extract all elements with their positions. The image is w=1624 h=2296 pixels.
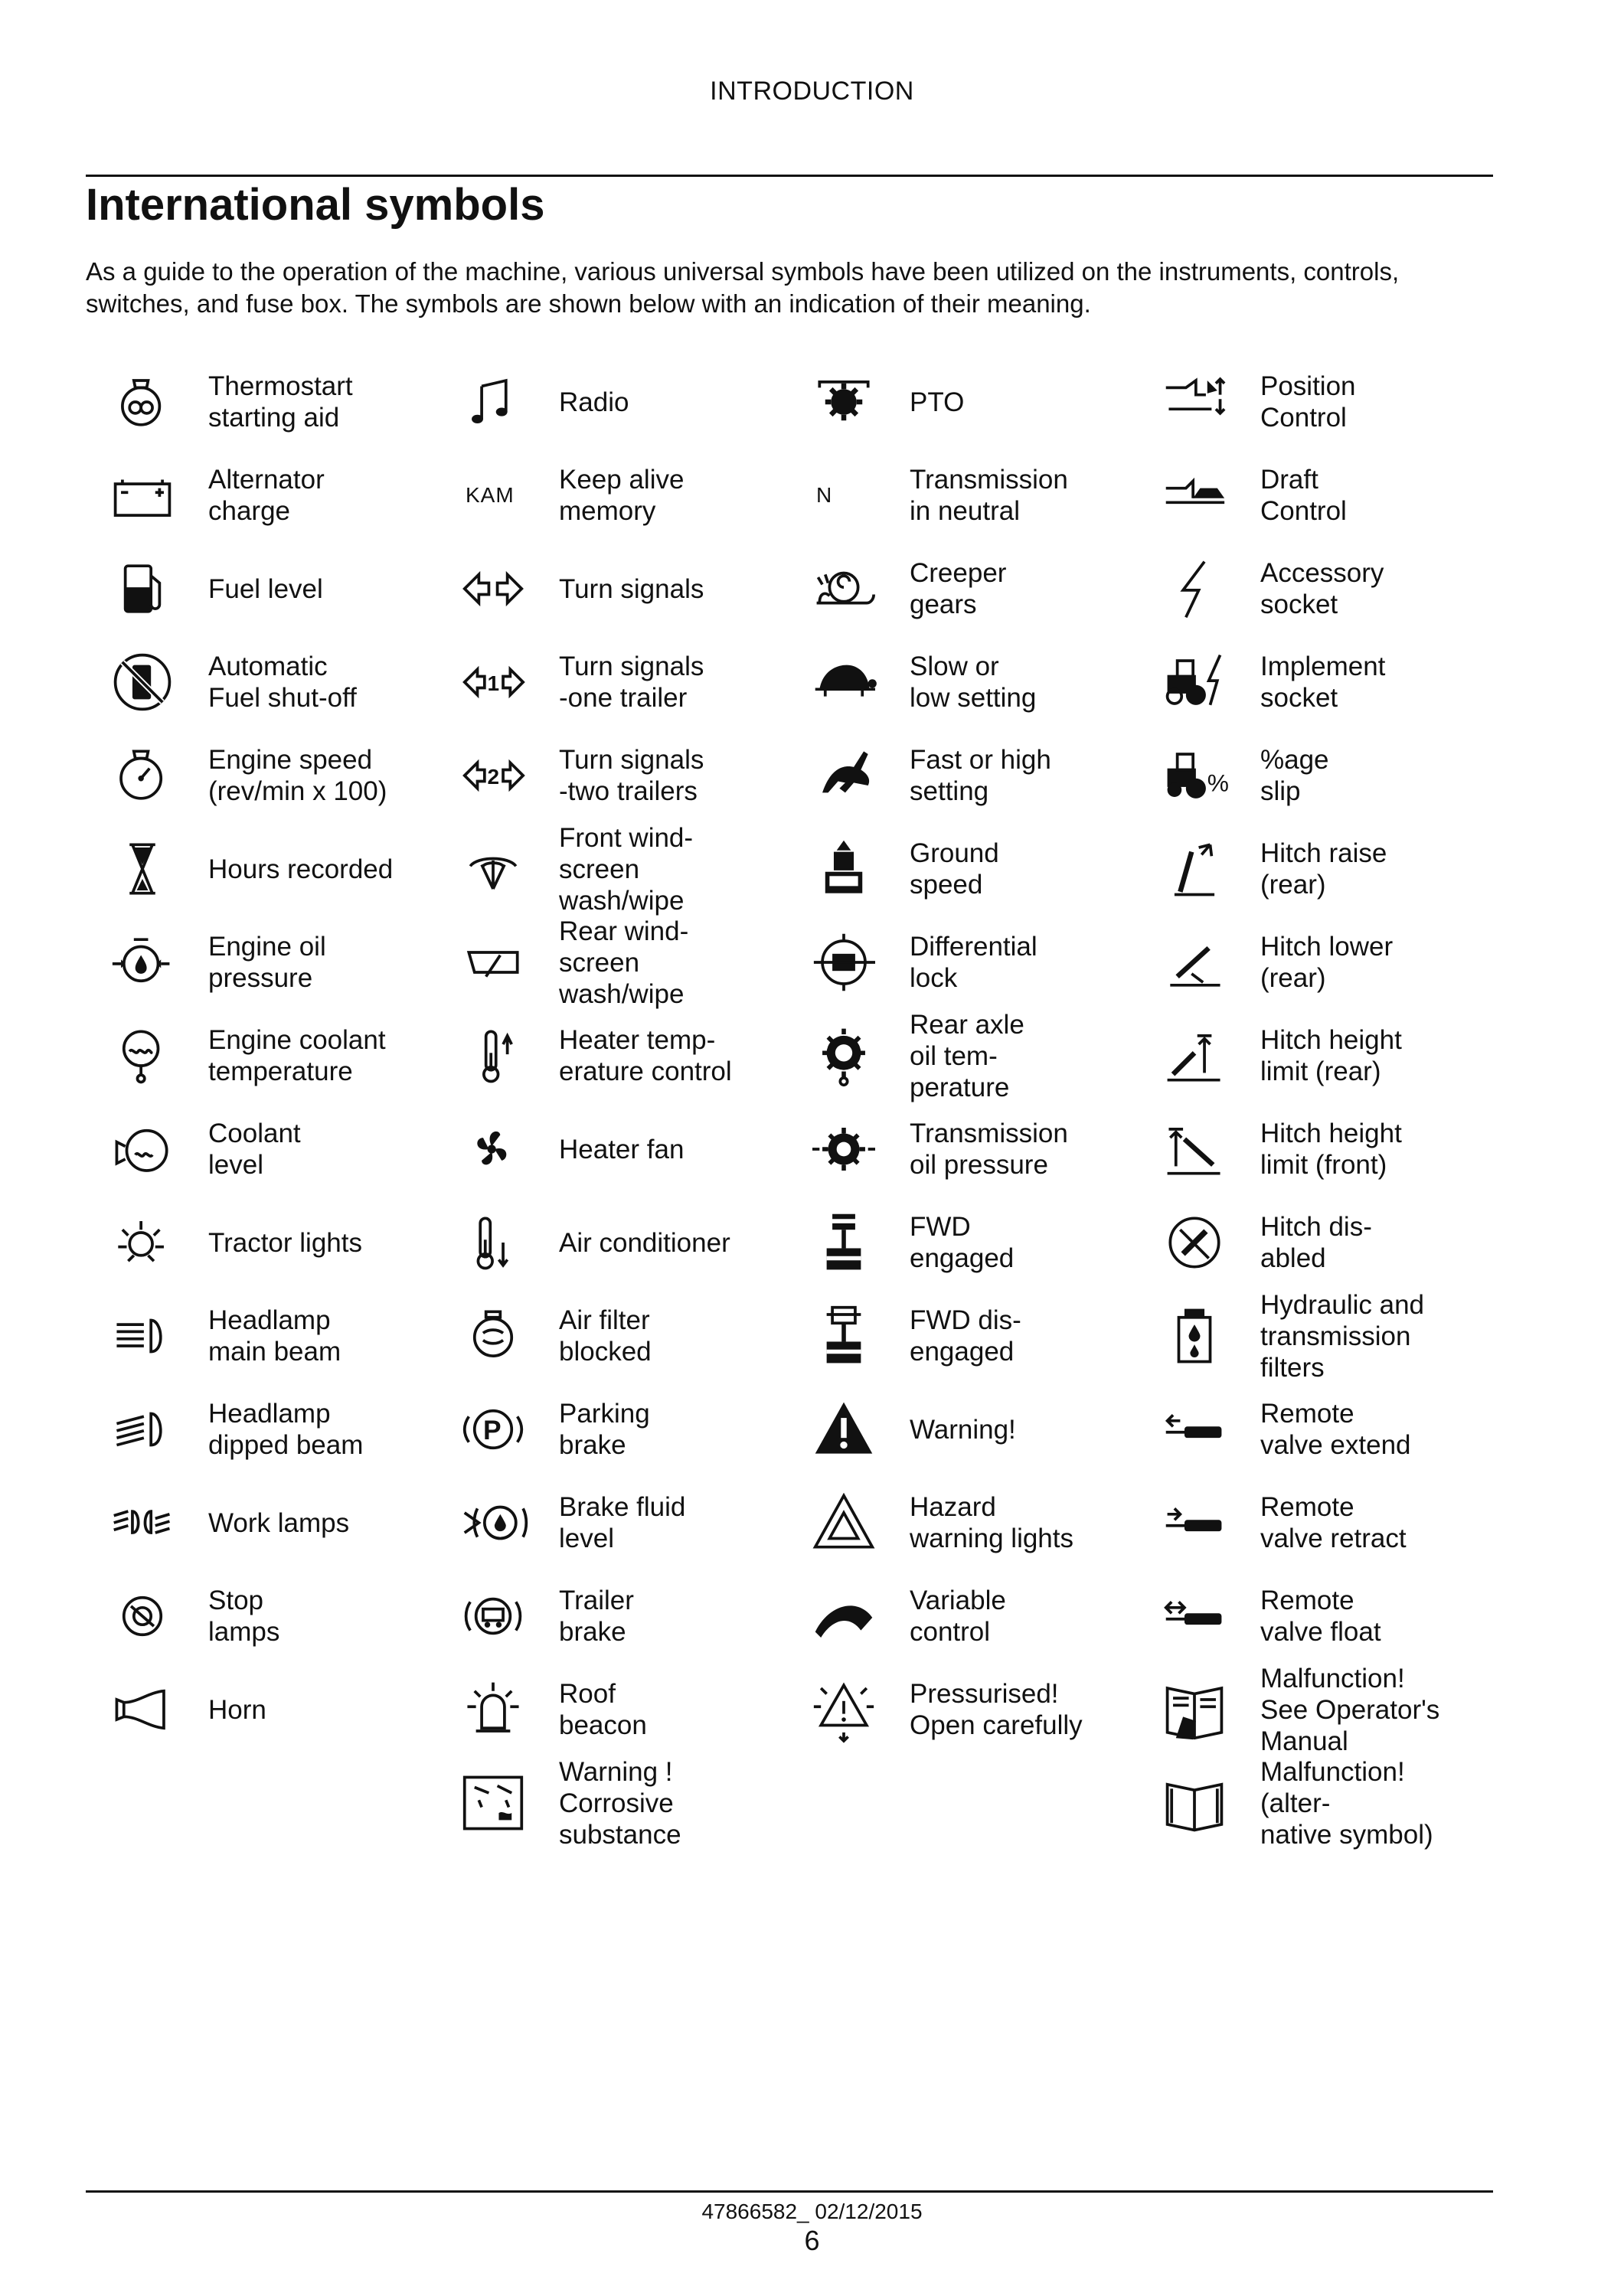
header-rule: [86, 175, 1493, 177]
symbol-meaning: Pressurised! Open carefully: [910, 1679, 1083, 1740]
fwd-disengaged-icon: [809, 1298, 908, 1374]
symbol-meaning: Headlamp main beam: [208, 1305, 341, 1367]
turn-signals-icon-svg: [458, 557, 528, 620]
symbol-entry: [809, 1663, 1159, 1756]
symbol-meaning: Slow or low setting: [910, 652, 1037, 713]
parking-brake-icon: [458, 1391, 557, 1468]
manual-icon-svg: [1159, 1678, 1230, 1741]
symbol-entry: [809, 1196, 1159, 1289]
valve-float-icon: [1159, 1578, 1259, 1654]
heater-temp-icon-svg: [458, 1024, 528, 1087]
hazard-icon-svg: [809, 1491, 879, 1554]
symbol-meaning: Front wind- screen wash/wipe: [559, 822, 694, 916]
symbol-meaning: PTO: [910, 387, 965, 417]
fwd-disengaged-icon-svg: [809, 1305, 879, 1367]
page-number: 6: [804, 2225, 820, 2256]
warning-icon-svg: [809, 1398, 879, 1461]
turn-signals-one-icon-svg: [458, 651, 528, 714]
symbol-entry: [809, 355, 1159, 449]
symbol-entry: [458, 1102, 809, 1196]
symbol-meaning: Engine speed (rev/min x 100): [208, 745, 387, 806]
symbol-meaning: Hydraulic and transmission filters: [1260, 1289, 1424, 1383]
symbol-entry: [809, 635, 1159, 729]
coolant-temp-icon-svg: [107, 1024, 178, 1087]
radio-icon-svg: [458, 371, 528, 433]
hitch-raise-icon-svg: [1159, 838, 1230, 900]
main-beam-icon: [107, 1298, 207, 1374]
symbol-entry: [107, 1383, 458, 1476]
hitch-disabled-icon-svg: [1159, 1211, 1230, 1274]
trailer-brake-icon-svg: [458, 1585, 528, 1648]
symbol-grid: [107, 355, 1516, 1850]
roof-beacon-icon-svg: [458, 1678, 528, 1741]
symbol-entry: [1159, 1289, 1510, 1383]
engine-speed-icon: [107, 737, 207, 814]
symbol-meaning: Tractor lights: [208, 1227, 362, 1258]
symbol-entry: [1159, 1476, 1510, 1569]
turn-signals-two-icon-svg: [458, 744, 528, 807]
stop-lamps-icon-svg: [107, 1585, 178, 1648]
slip-icon-svg: [1159, 744, 1230, 807]
symbol-entry: [458, 355, 809, 449]
variable-control-icon: [809, 1578, 908, 1654]
coolant-temp-icon: [107, 1017, 207, 1094]
symbol-entry: [809, 1009, 1159, 1102]
symbol-meaning: Rear axle oil tem- perature: [910, 1009, 1024, 1102]
trans-oil-pressure-icon-svg: [809, 1118, 879, 1181]
symbol-meaning: Warning ! Corrosive substance: [559, 1756, 681, 1850]
symbol-meaning: Hitch lower (rear): [1260, 932, 1394, 993]
symbol-entry: [1159, 729, 1510, 822]
front-wash-wipe-icon: [458, 831, 557, 907]
horn-icon-svg: [107, 1678, 178, 1741]
symbol-entry: [1159, 822, 1510, 916]
symbol-entry: [107, 449, 458, 542]
symbol-entry: [1159, 1569, 1510, 1663]
hitch-limit-rear-icon: [1159, 1017, 1259, 1094]
symbol-meaning: Engine coolant temperature: [208, 1025, 386, 1086]
symbol-entry: [458, 916, 809, 1009]
symbol-meaning: Accessory socket: [1260, 558, 1384, 619]
heater-fan-icon-svg: [458, 1118, 528, 1181]
turn-signals-one-icon: [458, 644, 557, 720]
symbol-entry: [458, 1569, 809, 1663]
symbol-meaning: Keep alive memory: [559, 465, 685, 526]
coolant-level-icon-svg: [107, 1118, 178, 1181]
axle-oil-temp-icon-svg: [809, 1024, 879, 1087]
hazard-icon: [809, 1484, 908, 1561]
hitch-lower-icon-svg: [1159, 931, 1230, 994]
symbol-entry: [107, 1009, 458, 1102]
symbol-meaning: Hours recorded: [208, 854, 394, 884]
hitch-limit-front-icon: [1159, 1111, 1259, 1187]
symbol-meaning: Turn signals -two trailers: [559, 745, 704, 806]
work-lamps-icon-svg: [107, 1491, 178, 1554]
svg-text:2: 2: [487, 765, 500, 789]
symbol-meaning: Thermostart starting aid: [208, 371, 353, 433]
ground-speed-icon: [809, 831, 908, 907]
symbol-entry: [107, 1102, 458, 1196]
symbol-meaning: Rear wind- screen wash/wipe: [559, 916, 689, 1009]
symbol-entry: [809, 1383, 1159, 1476]
accessory-socket-icon: [1159, 550, 1259, 627]
symbol-meaning: Radio: [559, 387, 629, 417]
corrosive-icon: [458, 1765, 557, 1841]
valve-float-icon-svg: [1159, 1585, 1230, 1648]
filters-icon-svg: [1159, 1305, 1230, 1367]
symbol-entry: [1159, 1383, 1510, 1476]
heater-temp-icon: [458, 1017, 557, 1094]
symbol-meaning: Headlamp dipped beam: [208, 1399, 364, 1460]
symbol-entry: [458, 1196, 809, 1289]
tractor-lights-icon: [107, 1204, 207, 1281]
svg-text:1: 1: [487, 671, 500, 696]
filters-icon: [1159, 1298, 1259, 1374]
symbol-meaning: Ground speed: [910, 838, 999, 900]
hourglass-icon: [107, 831, 207, 907]
document-code: 47866582_ 02/12/2015: [701, 2200, 923, 2223]
symbol-entry: [107, 1289, 458, 1383]
valve-retract-icon: [1159, 1484, 1259, 1561]
symbol-meaning: Engine oil pressure: [208, 932, 326, 993]
air-filter-icon-svg: [458, 1305, 528, 1367]
tractor-lights-icon-svg: [107, 1211, 178, 1274]
symbol-entry: [458, 635, 809, 729]
symbol-meaning: Heater fan: [559, 1134, 685, 1164]
hare-icon: [809, 737, 908, 814]
symbol-entry: [107, 729, 458, 822]
symbol-glyph-text: KAM: [466, 483, 515, 507]
fuel-shutoff-icon-svg: [107, 651, 178, 714]
oil-pressure-icon: [107, 924, 207, 1001]
symbol-meaning: Coolant level: [208, 1119, 301, 1180]
heater-fan-icon: [458, 1111, 557, 1187]
brake-fluid-icon-svg: [458, 1491, 528, 1554]
symbol-meaning: Remote valve retract: [1260, 1492, 1407, 1553]
symbol-entry: [107, 355, 458, 449]
symbol-entry: [458, 1009, 809, 1102]
variable-control-icon-svg: [809, 1585, 879, 1648]
symbol-entry: [458, 1756, 809, 1850]
symbol-meaning: Brake fluid level: [559, 1492, 686, 1553]
symbol-meaning: Hazard warning lights: [910, 1492, 1073, 1553]
trans-oil-pressure-icon: [809, 1111, 908, 1187]
symbol-entry: [1159, 449, 1510, 542]
symbol-glyph-text: N: [816, 483, 833, 507]
symbol-entry: [458, 1476, 809, 1569]
svg-text:%: %: [1207, 769, 1229, 797]
symbol-entry: [809, 542, 1159, 635]
ground-speed-icon-svg: [809, 838, 879, 900]
symbol-entry: [809, 916, 1159, 1009]
valve-extend-icon-svg: [1159, 1398, 1230, 1461]
symbol-entry: [458, 729, 809, 822]
implement-socket-icon-svg: [1159, 651, 1230, 714]
pto-icon-svg: [809, 371, 879, 433]
hare-icon-svg: [809, 744, 879, 807]
symbol-entry: [458, 822, 809, 916]
running-header: INTRODUCTION: [710, 77, 914, 106]
symbol-entry: [107, 1569, 458, 1663]
rear-wash-wipe-icon-svg: [458, 931, 528, 994]
symbol-entry: [809, 822, 1159, 916]
symbol-entry: [458, 1663, 809, 1756]
thermostart-icon: [107, 364, 207, 440]
valve-retract-icon-svg: [1159, 1491, 1230, 1554]
symbol-meaning: Transmission oil pressure: [910, 1119, 1068, 1180]
symbol-entry: [107, 542, 458, 635]
thermostart-icon-svg: [107, 371, 178, 433]
neutral-icon: [809, 457, 908, 534]
symbol-entry: [1159, 1196, 1510, 1289]
position-control-icon-svg: [1159, 371, 1230, 433]
fuel-shutoff-icon: [107, 644, 207, 720]
manual-icon: [1159, 1671, 1259, 1748]
symbol-entry: [107, 635, 458, 729]
symbol-entry: [1159, 542, 1510, 635]
symbol-entry: [809, 449, 1159, 542]
symbol-entry: [1159, 1009, 1510, 1102]
draft-control-icon: [1159, 457, 1259, 534]
symbol-entry: [107, 916, 458, 1009]
hitch-disabled-icon: [1159, 1204, 1259, 1281]
symbol-meaning: Horn: [208, 1694, 266, 1725]
symbol-entry: [1159, 355, 1510, 449]
symbol-entry: [458, 1383, 809, 1476]
coolant-level-icon: [107, 1111, 207, 1187]
symbol-meaning: Malfunction! (alter- native symbol): [1260, 1756, 1433, 1850]
fuel-pump-icon-svg: [107, 557, 178, 620]
symbol-entry: [809, 1569, 1159, 1663]
snail-icon-svg: [809, 557, 879, 620]
valve-extend-icon: [1159, 1391, 1259, 1468]
symbol-meaning: Trailer brake: [559, 1586, 634, 1647]
air-conditioner-icon-svg: [458, 1211, 528, 1274]
symbol-entry: [809, 1102, 1159, 1196]
air-filter-icon: [458, 1298, 557, 1374]
symbol-entry: [809, 1289, 1159, 1383]
air-conditioner-icon: [458, 1204, 557, 1281]
position-control-icon: [1159, 364, 1259, 440]
symbol-entry: [809, 1476, 1159, 1569]
symbol-meaning: Turn signals: [559, 573, 704, 604]
symbol-meaning: Hitch dis- abled: [1260, 1212, 1372, 1273]
symbol-entry: [809, 729, 1159, 822]
symbol-meaning: Draft Control: [1260, 465, 1347, 526]
symbol-entry: [1159, 1756, 1510, 1850]
brake-fluid-icon: [458, 1484, 557, 1561]
symbol-meaning: Fast or high setting: [910, 745, 1051, 806]
symbol-entry: [107, 1476, 458, 1569]
front-wash-wipe-icon-svg: [458, 838, 528, 900]
symbol-entry: [107, 1663, 458, 1756]
symbol-meaning: Heater temp- erature control: [559, 1025, 732, 1086]
stop-lamps-icon: [107, 1578, 207, 1654]
symbol-entry: [107, 822, 458, 916]
symbol-meaning: FWD dis- engaged: [910, 1305, 1021, 1367]
symbol-meaning: Alternator charge: [208, 465, 325, 526]
symbol-meaning: Remote valve extend: [1260, 1399, 1411, 1460]
symbol-entry: [1159, 1102, 1510, 1196]
symbol-entry: [458, 1289, 809, 1383]
warning-icon: [809, 1391, 908, 1468]
book-icon: [1159, 1765, 1259, 1841]
oil-pressure-icon-svg: [107, 931, 178, 994]
parking-brake-icon-svg: [458, 1398, 528, 1461]
battery-icon: [107, 457, 207, 534]
symbol-entry: [458, 449, 809, 542]
symbol-meaning: Differential lock: [910, 932, 1037, 993]
symbol-meaning: Work lamps: [208, 1507, 350, 1538]
symbol-meaning: Creeper gears: [910, 558, 1007, 619]
trailer-brake-icon: [458, 1578, 557, 1654]
symbol-entry: [1159, 916, 1510, 1009]
symbol-entry: [107, 1196, 458, 1289]
symbol-meaning: Automatic Fuel shut-off: [208, 652, 357, 713]
symbol-meaning: Hitch raise (rear): [1260, 838, 1387, 900]
pressurised-icon-svg: [809, 1678, 879, 1741]
implement-socket-icon: [1159, 644, 1259, 720]
hitch-limit-front-icon-svg: [1159, 1118, 1230, 1181]
roof-beacon-icon: [458, 1671, 557, 1748]
symbol-meaning: Implement socket: [1260, 652, 1386, 713]
symbol-meaning: Hitch height limit (rear): [1260, 1025, 1402, 1086]
symbol-meaning: Variable control: [910, 1586, 1006, 1647]
fuel-pump-icon: [107, 550, 207, 627]
symbol-meaning: Roof beacon: [559, 1679, 647, 1740]
hourglass-icon-svg: [107, 838, 178, 900]
symbol-meaning: %age slip: [1260, 745, 1329, 806]
rear-wash-wipe-icon: [458, 924, 557, 1001]
pto-icon: [809, 364, 908, 440]
intro-paragraph: As a guide to the operation of the machine, various universal symbols have been utilized on the instruments, controls, switches, and fuse box. The symbols are shown below with an indication of their meaning.: [86, 257, 1400, 318]
work-lamps-icon: [107, 1484, 207, 1561]
symbol-meaning: Fuel level: [208, 573, 323, 604]
radio-icon: [458, 364, 557, 440]
symbol-meaning: Position Control: [1260, 371, 1356, 433]
dipped-beam-icon-svg: [107, 1398, 178, 1461]
symbol-meaning: Transmission in neutral: [910, 465, 1068, 526]
pressurised-icon: [809, 1671, 908, 1748]
diff-lock-icon: [809, 924, 908, 1001]
turn-signals-icon: [458, 550, 557, 627]
fwd-engaged-icon-svg: [809, 1211, 879, 1274]
kam-icon: [458, 457, 557, 534]
main-beam-icon-svg: [107, 1305, 178, 1367]
horn-icon: [107, 1671, 207, 1748]
diff-lock-icon-svg: [809, 931, 879, 994]
symbol-meaning: Air conditioner: [559, 1227, 730, 1258]
symbol-meaning: FWD engaged: [910, 1212, 1015, 1273]
symbol-meaning: Air filter blocked: [559, 1305, 652, 1367]
dipped-beam-icon: [107, 1391, 207, 1468]
slip-icon: [1159, 737, 1259, 814]
turn-signals-two-icon: [458, 737, 557, 814]
accessory-socket-icon-svg: [1159, 557, 1230, 620]
svg-text:P: P: [482, 1415, 502, 1446]
symbol-meaning: Remote valve float: [1260, 1586, 1381, 1647]
page-title: International symbols: [86, 180, 545, 230]
book-icon-svg: [1159, 1772, 1230, 1834]
engine-speed-icon-svg: [107, 744, 178, 807]
tortoise-icon-svg: [809, 651, 879, 714]
symbol-meaning: Turn signals -one trailer: [559, 652, 704, 713]
symbol-entry: [1159, 635, 1510, 729]
draft-control-icon-svg: [1159, 464, 1230, 527]
battery-icon-svg: [107, 464, 178, 527]
axle-oil-temp-icon: [809, 1017, 908, 1094]
hitch-raise-icon: [1159, 831, 1259, 907]
symbol-meaning: Parking brake: [559, 1399, 650, 1460]
symbol-entry: [1159, 1663, 1510, 1756]
symbol-meaning: Hitch height limit (front): [1260, 1119, 1402, 1180]
symbol-meaning: Malfunction! See Operator's Manual: [1260, 1663, 1440, 1756]
footer-rule: [86, 2190, 1493, 2193]
tortoise-icon: [809, 644, 908, 720]
symbol-meaning: Stop lamps: [208, 1586, 280, 1647]
corrosive-icon-svg: [458, 1772, 528, 1834]
symbol-meaning: Warning!: [910, 1414, 1016, 1445]
hitch-limit-rear-icon-svg: [1159, 1024, 1230, 1087]
symbol-entry: [458, 542, 809, 635]
snail-icon: [809, 550, 908, 627]
hitch-lower-icon: [1159, 924, 1259, 1001]
fwd-engaged-icon: [809, 1204, 908, 1281]
